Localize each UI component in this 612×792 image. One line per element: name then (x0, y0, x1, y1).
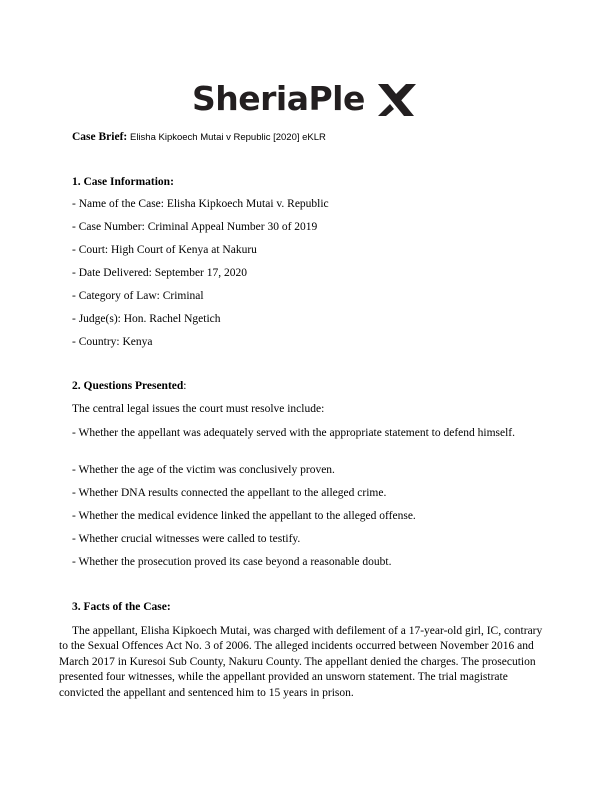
question-item: - Whether crucial witnesses were called to testify. (72, 533, 301, 545)
case-info-item: - Date Delivered: September 17, 2020 (72, 267, 247, 279)
logo-x-mark (376, 82, 416, 118)
case-brief-title (72, 131, 326, 143)
facts-paragraph: The appellant, Elisha Kipkoech Mutai, was charged with defilement of a 17-year-old girl, IC, contrary to the Sexual Offences Act No. 3 of 2006. The alleged incidents occurred between November 2016 and March 2017 in Kuresoi Sub County, Nakuru County. The appellant denied the charges. The prosecution presented four witnesses, while the appellant provided an unsworn statement. The trial magistrate convicted the appellant and sentenced him to 15 years in prison. (59, 625, 543, 699)
logo-wordmark: SheriaPle (192, 79, 365, 118)
case-info-item: - Court: High Court of Kenya at Nakuru (72, 244, 257, 256)
question-item: - Whether the medical evidence linked the appellant to the alleged offense. (72, 510, 416, 522)
question-item: - Whether the prosecution proved its case beyond a reasonable doubt. (72, 556, 392, 568)
section-heading-facts: 3. Facts of the Case: (72, 601, 171, 613)
case-brief-label: Case Brief: (72, 131, 128, 143)
sheriaplex-logo (192, 76, 422, 122)
questions-intro: The central legal issues the court must resolve include: (72, 403, 325, 415)
question-item: - Whether the age of the victim was conclusively proven. (72, 464, 335, 476)
case-info-item: - Name of the Case: Elisha Kipkoech Mutai v. Republic (72, 198, 329, 210)
question-item: - Whether DNA results connected the appellant to the alleged crime. (72, 487, 387, 499)
case-info-item: - Category of Law: Criminal (72, 290, 204, 302)
case-info-item: - Case Number: Criminal Appeal Number 30 of 2019 (72, 221, 318, 233)
question-item: - Whether the appellant was adequately served with the appropriate statement to defend himself. (72, 427, 516, 439)
questions-heading-text: 2. Questions Presented (72, 380, 184, 392)
questions-heading-colon: : (183, 380, 187, 392)
case-info-item: - Judge(s): Hon. Rachel Ngetich (72, 313, 221, 325)
case-brief-name: Elisha Kipkoech Mutai v Republic [2020] eKLR (130, 132, 326, 143)
section-heading-questions-presented (72, 380, 186, 392)
section-heading-case-information: 1. Case Information: (72, 176, 174, 188)
case-info-item: - Country: Kenya (72, 336, 153, 348)
